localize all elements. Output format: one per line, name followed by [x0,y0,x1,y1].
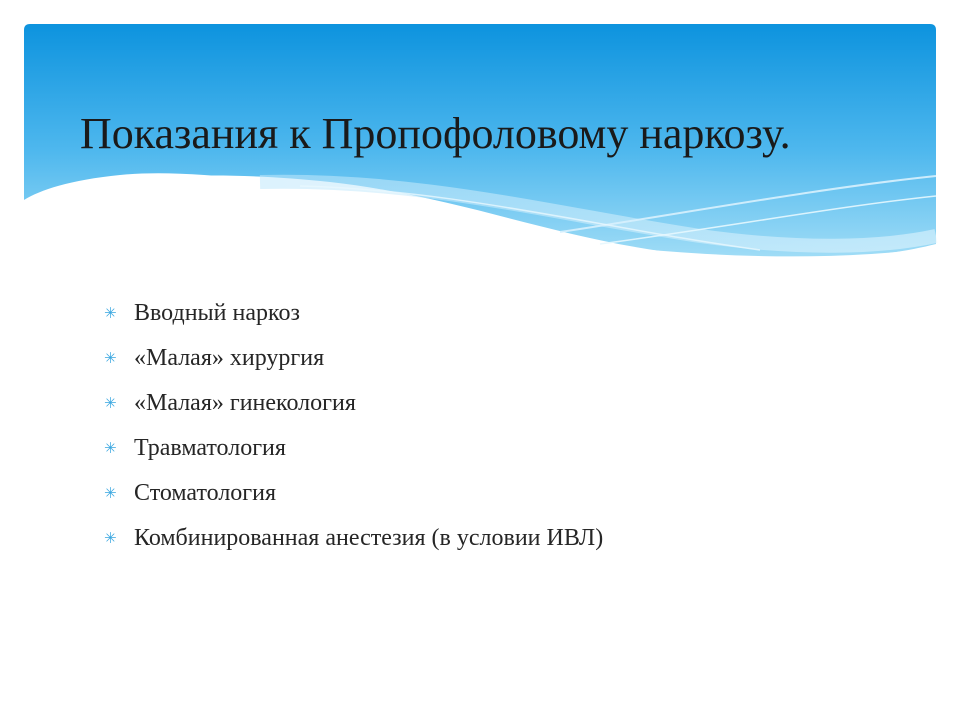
list-item-text: Травматология [134,435,286,461]
list-item-text: «Малая» гинекология [134,390,356,416]
list-item [104,291,924,336]
asterisk-bullet-icon: ✳ [104,394,117,412]
list-item [104,426,924,471]
asterisk-bullet-icon: ✳ [104,349,117,367]
list-item-text: Стоматология [134,480,277,506]
list-item-text: Комбинированная анестезия (в условии ИВЛ) [134,525,604,551]
slide-title: Показания к Пропофоловому наркозу. [80,109,791,158]
list-item [104,516,924,561]
list-item-text: Вводный наркоз [134,300,300,326]
asterisk-bullet-icon: ✳ [104,304,117,322]
list-item [104,336,924,381]
bullet-list [104,291,924,561]
list-item-text: «Малая» хирургия [134,345,325,371]
asterisk-bullet-icon: ✳ [104,529,117,547]
asterisk-bullet-icon: ✳ [104,439,117,457]
list-item [104,381,924,426]
asterisk-bullet-icon: ✳ [104,484,117,502]
list-item [104,471,924,516]
